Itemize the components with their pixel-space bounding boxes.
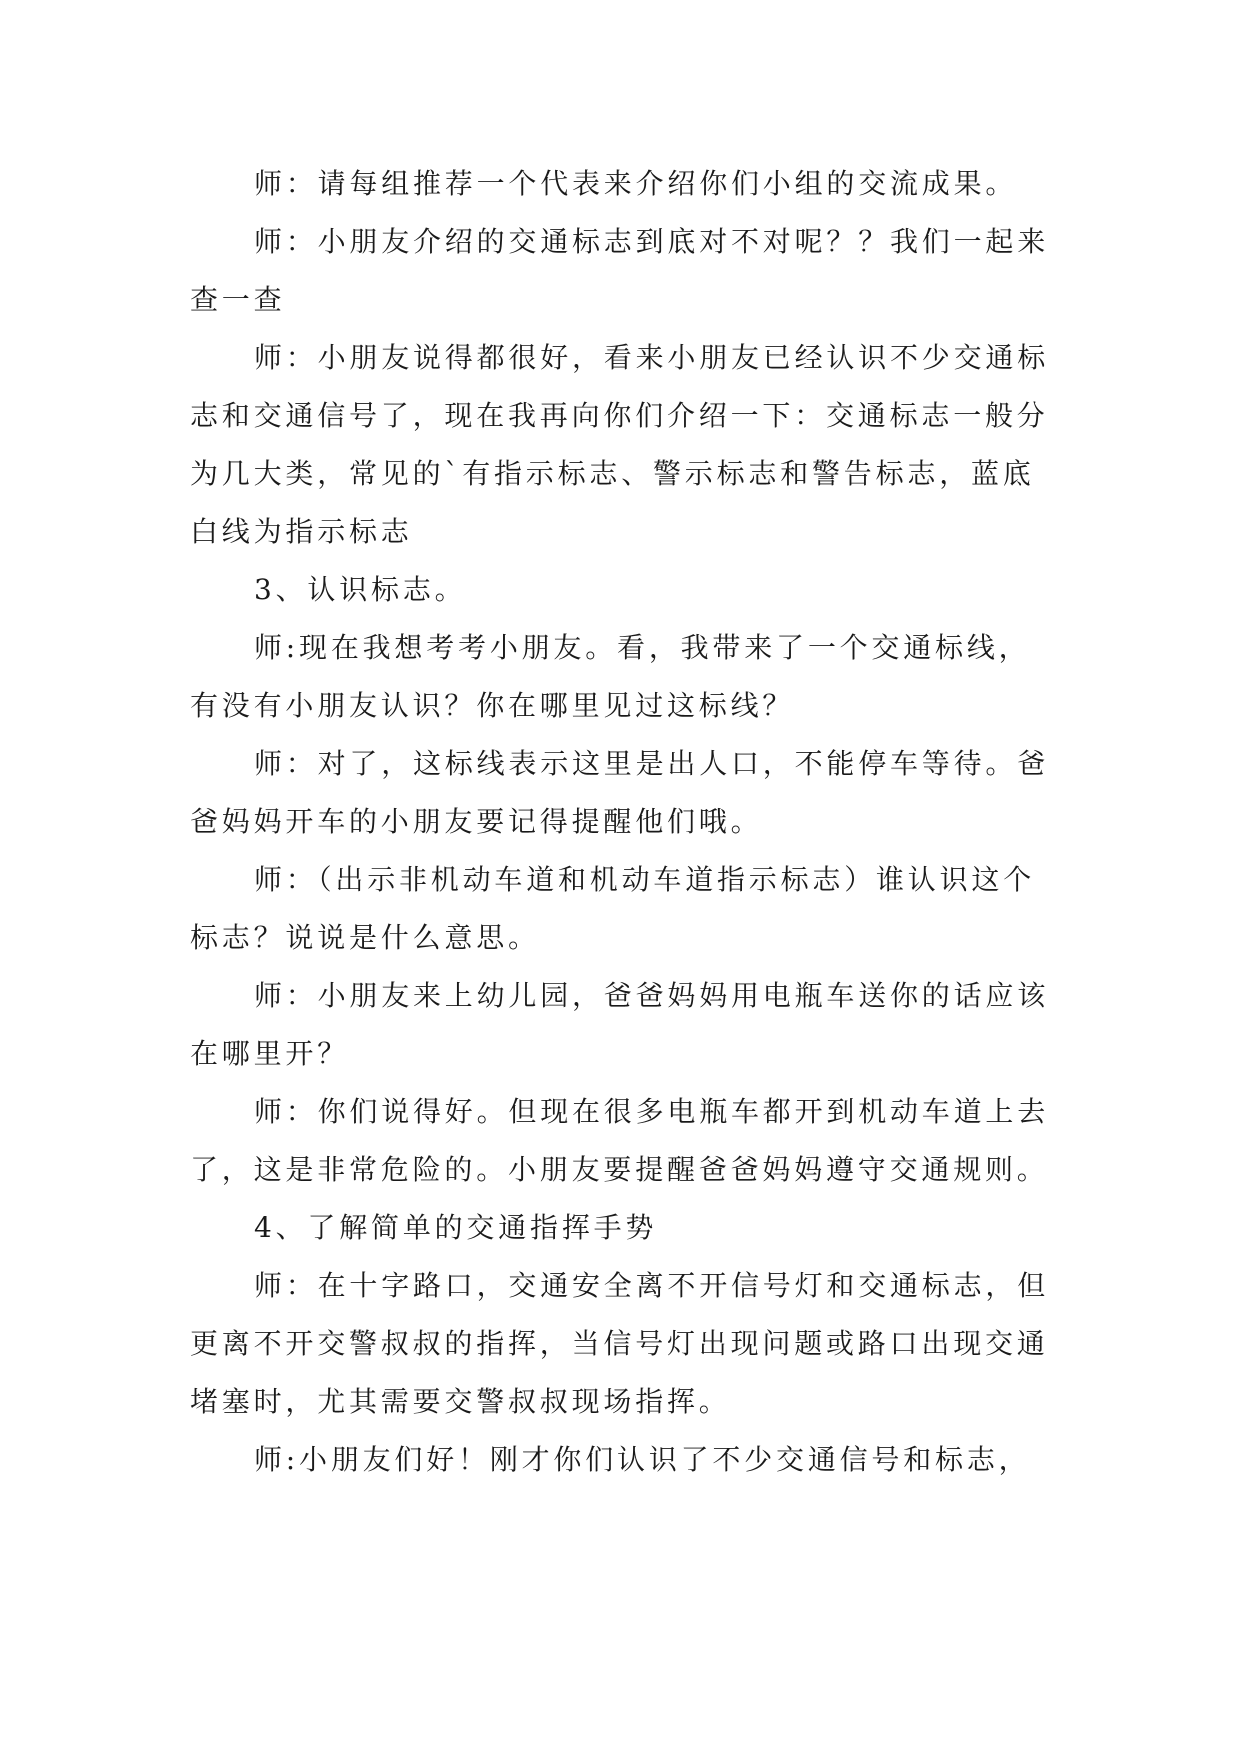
paragraph-ebike-danger: 师：你们说得好。但现在很多电瓶车都开到机动车道上去了，这是非常危险的。小朋友要提醒爸爸妈妈遵守交通规则。	[190, 1095, 1050, 1186]
paragraph-traffic-police: 师：在十字路口，交通安全离不开信号灯和交通标志，但更离不开交警叔叔的指挥，当信号灯出现问题或路口出现交通堵塞时，尤其需要交警叔叔现场指挥。	[190, 1269, 1050, 1418]
section-heading-recognize-signs: 3、认识标志。	[254, 573, 467, 606]
paragraph-ebike-question: 师：小朋友来上幼儿园，爸爸妈妈用电瓶车送你的话应该在哪里开？	[190, 979, 1050, 1070]
paragraph-sign-categories: 师：小朋友说得都很好，看来小朋友已经认识不少交通标志和交通信号了，现在我再向你们介绍一下：交通标志一般分为几大类，常见的`有指示标志、警示标志和警告标志，蓝底白线为指示标志	[190, 341, 1050, 548]
paragraph-greeting: 师:小朋友们好！刚才你们认识了不少交通信号和标志，	[254, 1443, 1031, 1476]
section-heading-hand-signals: 4、了解简单的交通指挥手势	[254, 1211, 658, 1244]
paragraph-marking-quiz: 师:现在我想考考小朋友。看，我带来了一个交通标线，有没有小朋友认识？你在哪里见过这标线？	[190, 631, 1031, 722]
paragraph-lane-signs: 师：（出示非机动车道和机动车道指示标志）谁认识这个标志？说说是什么意思。	[190, 863, 1036, 954]
paragraph-marking-meaning: 师：对了，这标线表示这里是出人口，不能停车等待。爸爸妈妈开车的小朋友要记得提醒他们哦。	[190, 747, 1050, 838]
document-body	[190, 155, 1060, 1489]
paragraph-check-signs: 师：小朋友介绍的交通标志到底对不对呢？？我们一起来查一查	[190, 225, 1050, 316]
paragraph-group-presentation: 师：请每组推荐一个代表来介绍你们小组的交流成果。	[254, 167, 1018, 200]
